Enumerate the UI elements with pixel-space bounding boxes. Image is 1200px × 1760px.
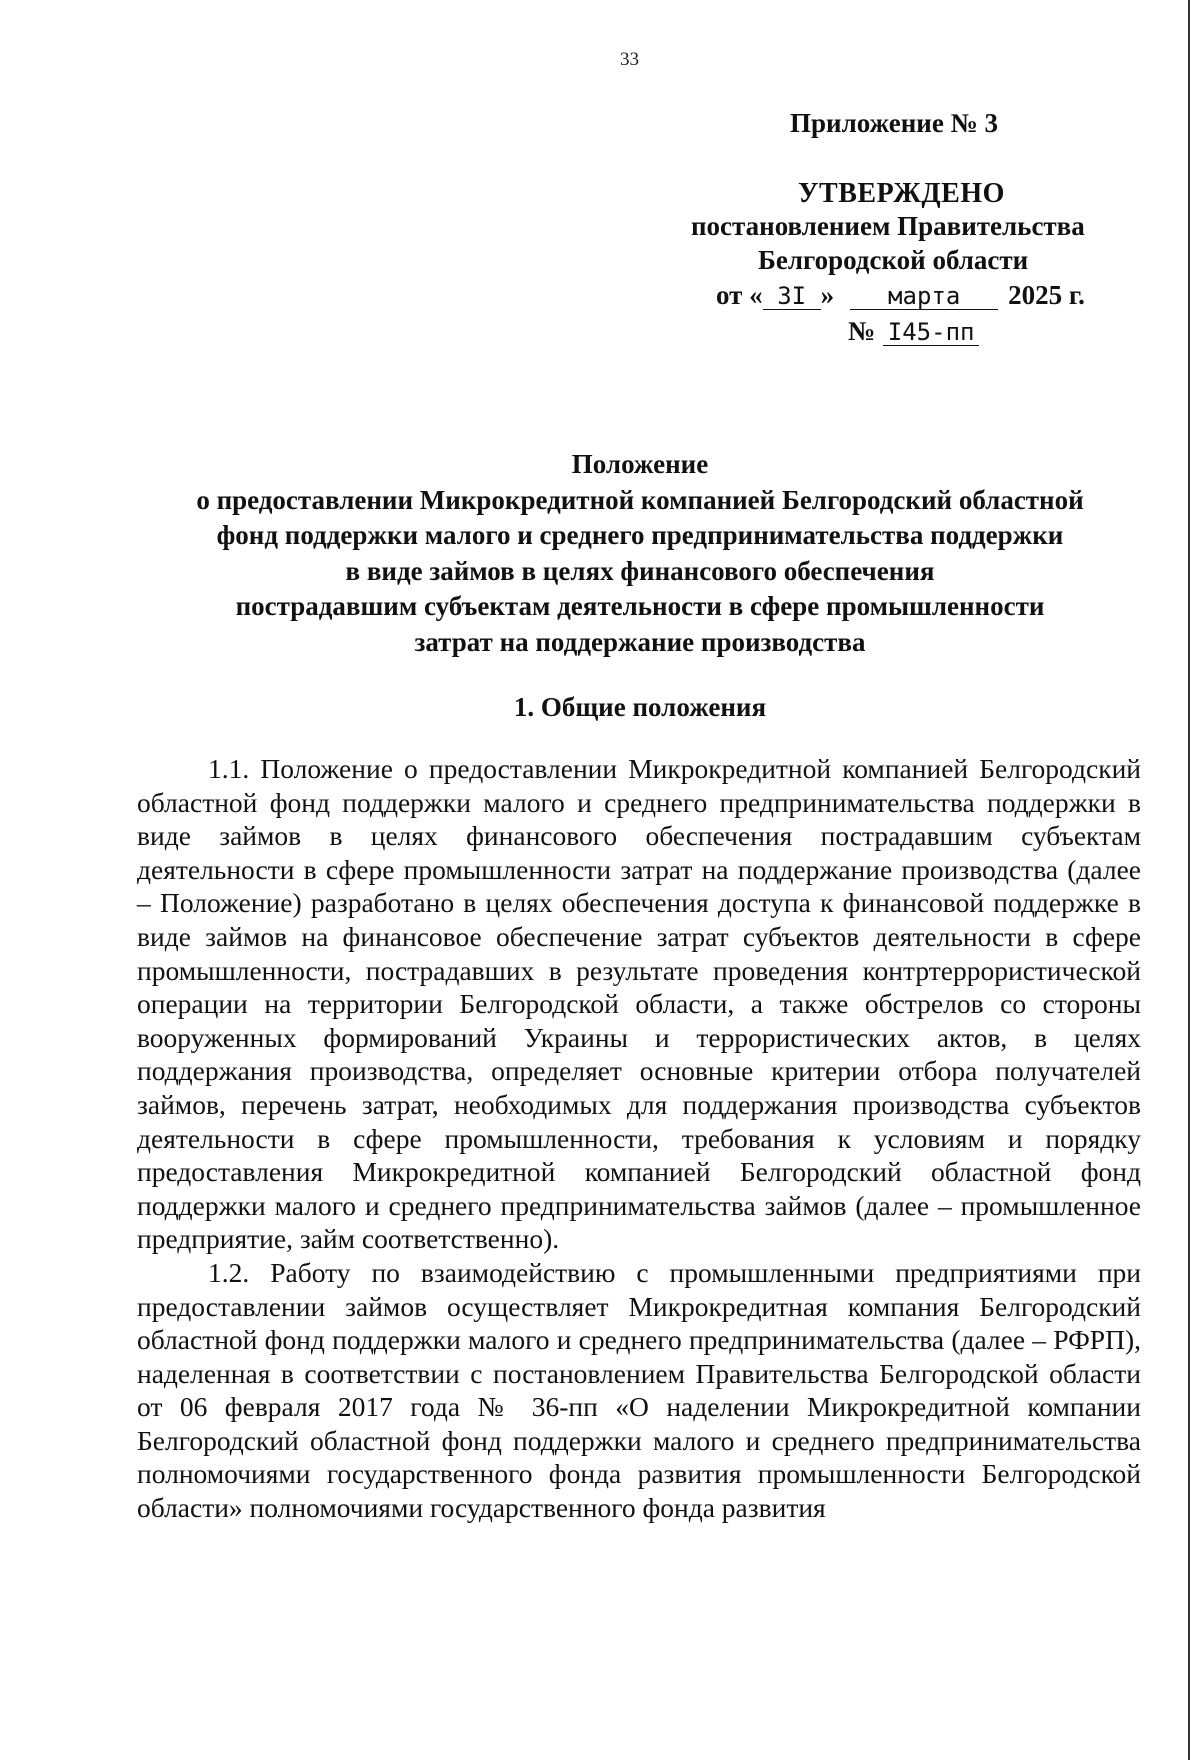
title-line-4: в виде займов в целях финансового обеспечения — [345, 555, 935, 586]
approved-stamp-heading: УТВЕРЖДЕНО — [798, 178, 1005, 209]
paragraph-1-2: 1.2. Работу по взаимодействию с промышленными предприятиями при предоставлении займов осуществляет Микрокредитная компания Белгородский областной фонд поддержки малого и среднего предпринимательства (далее – РФРП), наделенная в соответствии с постановлением Правительства Белгородской области от 06 февраля 2017 года № 36-пп «О наделении Микрокредитной компании Белгородский областной фонд поддержки малого и среднего предпринимательства полномочиями государственного фонда развития промышленности Белгородской области» полномочиями государственного фонда развития — [137, 1256, 1141, 1524]
date-month-field: марта — [850, 283, 998, 310]
title-line-2: о предоставлении Микрокредитной компанией Белгородский областной — [196, 484, 1084, 515]
page-number: 33 — [620, 49, 639, 70]
scan-edge-line — [1188, 0, 1190, 1760]
date-prefix: от « — [716, 280, 763, 310]
title-line-6: затрат на поддержание производства — [414, 626, 866, 657]
approved-by-line-1: постановлением Правительства — [691, 211, 1085, 241]
appendix-label: Приложение № 3 — [790, 108, 998, 138]
section-body — [137, 752, 1141, 1525]
document-title — [130, 447, 1150, 660]
date-year: 2025 г. — [1008, 280, 1085, 310]
number-prefix: № — [848, 316, 876, 346]
paragraph-1-1: 1.1. Положение о предоставлении Микрокредитной компанией Белгородский областной фонд поддержки малого и среднего предпринимательства поддержки в виде займов в целях финансового обеспечения пострадавшим субъектам деятельности в сфере промышленности затрат на поддержание производства (далее – Положение) разработано в целях обеспечения доступа к финансовой поддержке в виде займов на финансовое обеспечение затрат субъектов деятельности в сфере промышленности, пострадавших в результате проведения контртеррористической операции на территории Белгородской области, а также обстрелов со стороны вооруженных формирований Украины и террористических актов, в целях поддержания производства, определяет основные критерии отбора получателей займов, перечень затрат, необходимых для поддержания производства субъектов деятельности в сфере промышленности, требования к условиям и порядку предоставления Микрокредитной компанией Белгородский областной фонд поддержки малого и среднего предпринимательства займов (далее – промышленное предприятие, займ соответственно). — [137, 753, 1141, 1255]
date-close-quote: » — [820, 280, 835, 310]
section-heading: 1. Общие положения — [513, 692, 767, 722]
date-day-field: 3I — [763, 283, 821, 310]
title-line-5: пострадавшим субъектам деятельности в сфере промышленности — [235, 591, 1045, 621]
approved-by-line-2: Белгородской области — [758, 245, 1029, 275]
approval-number-line — [848, 316, 979, 347]
resolution-number-field: I45-пп — [883, 319, 979, 346]
approval-date-line — [716, 280, 1085, 311]
title-line-1: Положение — [571, 449, 709, 479]
title-line-3: фонд поддержки малого и среднего предпринимательства поддержки — [216, 520, 1064, 550]
